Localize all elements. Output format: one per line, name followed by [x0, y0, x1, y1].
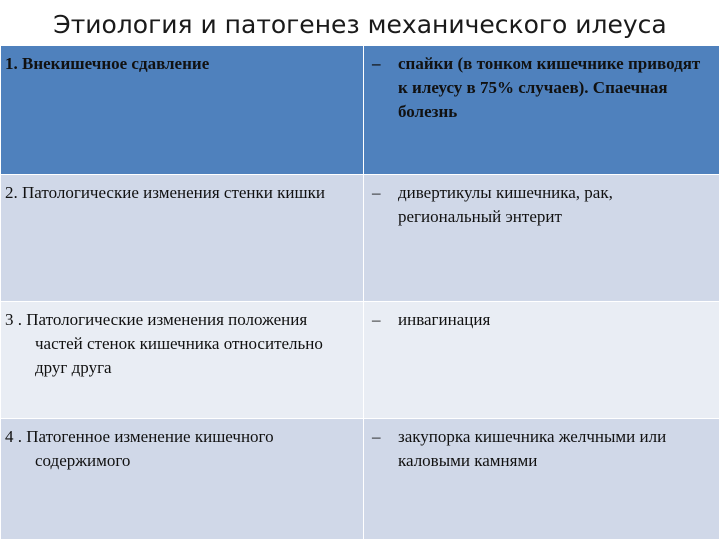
- example-text: спайки (в тонком кишечнике приводят к илеусу в 75% случаев). Спаечная болезнь: [398, 54, 701, 121]
- cause-cell: [1, 46, 364, 174]
- table-row: [1, 174, 720, 301]
- example-text: закупорка кишечника желчными или каловыми камнями: [398, 427, 667, 471]
- cause-cell: [1, 174, 364, 301]
- example-text: инвагинация: [398, 309, 491, 329]
- example-cell: [364, 419, 720, 540]
- dash-bullet: –: [372, 54, 381, 73]
- example-text: дивертикулы кишечника, рак, региональный энтерит: [398, 182, 613, 226]
- cause-text: 4 . Патогенное изменение кишечного содержимого: [5, 427, 274, 471]
- dash-bullet: –: [372, 309, 381, 329]
- example-cell: [364, 301, 720, 419]
- table-row: [1, 46, 720, 174]
- cause-cell: [1, 301, 364, 419]
- example-cell: [364, 174, 720, 301]
- cause-text: 1. Внекишечное сдавление: [5, 54, 210, 73]
- table-row: [1, 301, 720, 419]
- cause-text: 2. Патологические изменения стенки кишки: [5, 182, 325, 202]
- dash-bullet: –: [372, 182, 381, 202]
- dash-bullet: –: [372, 427, 381, 447]
- slide-title: Этиология и патогенез механического илеуса: [53, 10, 667, 39]
- example-cell: [364, 46, 720, 174]
- cause-text: 3 . Патологические изменения положения частей стенок кишечника относительно друг друга: [5, 309, 323, 377]
- etiology-table: [0, 46, 720, 540]
- table-row: [1, 419, 720, 540]
- cause-cell: [1, 419, 364, 540]
